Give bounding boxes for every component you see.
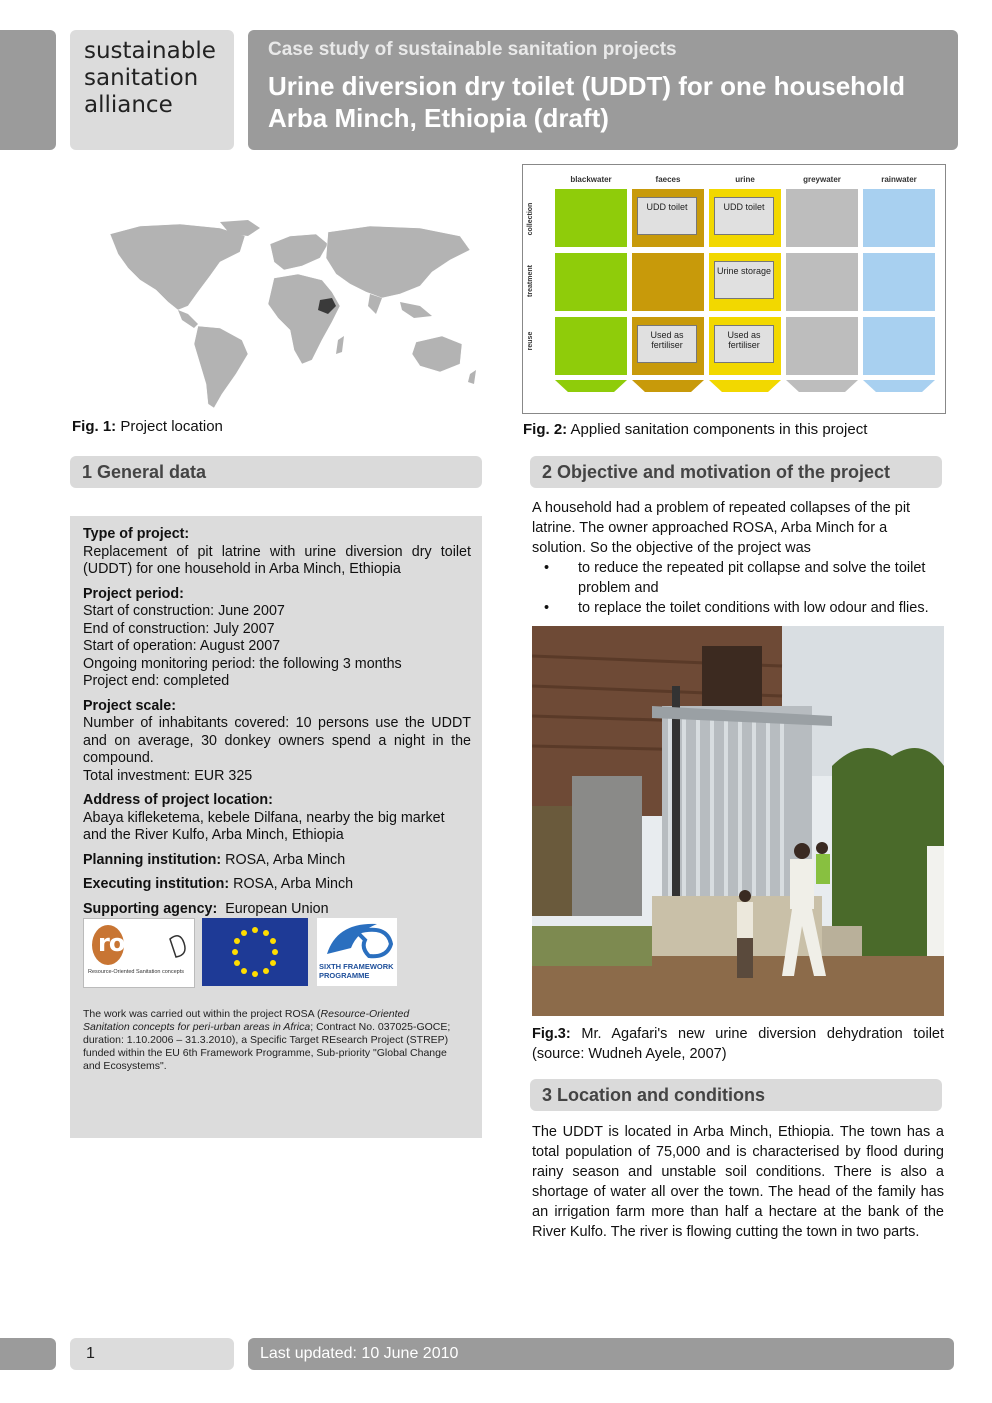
period-line: Project end: completed bbox=[83, 673, 230, 689]
type-label: Type of project: bbox=[83, 526, 190, 542]
arrow-blackwater bbox=[555, 380, 627, 392]
period-line: Ongoing monitoring period: the following 3 months bbox=[83, 655, 402, 672]
fig2-label: Fig. 2: bbox=[523, 421, 568, 438]
arrow-rainwater bbox=[863, 380, 935, 392]
fig1-caption bbox=[72, 418, 223, 435]
supporting-value: European Union bbox=[225, 900, 329, 917]
cell-urine-collection bbox=[709, 189, 781, 247]
arrow-greywater bbox=[786, 380, 858, 392]
rosa-project-note bbox=[83, 1008, 455, 1073]
box-urine-treatment: Urine storage bbox=[714, 261, 774, 299]
cell-faeces-reuse bbox=[632, 317, 704, 375]
row-reuse: reuse bbox=[527, 331, 534, 351]
footer-left-tab bbox=[0, 1338, 56, 1370]
section2-intro: A household had a problem of repeated collapses of the pit latrine. The owner approached ROSA, Arba Minch for a solution. So the objective of the project was bbox=[532, 500, 911, 556]
col-rainwater: rainwater bbox=[881, 175, 917, 184]
header-subtitle: Case study of sustainable sanitation projects bbox=[268, 39, 677, 60]
cell-rainwater-reuse bbox=[863, 317, 935, 375]
uddt-photo bbox=[532, 626, 944, 1016]
note-italic: Resource-Oriented Sanitation concepts for peri-urban areas in Africa bbox=[83, 1008, 410, 1033]
section1-heading: 1 General data bbox=[70, 456, 482, 488]
cell-blackwater-collection bbox=[555, 189, 627, 247]
box-urine-reuse: Used as fertiliser bbox=[714, 325, 774, 363]
fig1-label: Fig. 1: bbox=[72, 418, 117, 435]
fp6-line-2: PROGRAMME bbox=[319, 971, 370, 980]
box-faeces-collection: UDD toilet bbox=[637, 197, 697, 235]
row-collection: collection bbox=[527, 202, 534, 236]
fig3-label: Fig.3: bbox=[532, 1026, 571, 1042]
planning-label: Planning institution: bbox=[83, 851, 222, 868]
title-line-1: Urine diversion dry toilet (UDDT) for one household bbox=[268, 71, 906, 101]
note-part-2: ; Contract No. 037025-GOCE; duration: 1.10.2006 – 31.3.2010), a Specific Target REsearch Project (STREP) funded within the EU 6th Framework Programme, Sub-priority "Global Change and Ecosystems". bbox=[83, 1021, 451, 1072]
partner-logos bbox=[83, 918, 471, 990]
rosa-logo bbox=[83, 918, 195, 988]
period-line: Start of operation: August 2007 bbox=[83, 638, 281, 654]
cell-faeces-collection bbox=[632, 189, 704, 247]
row-treatment: treatment bbox=[527, 265, 534, 297]
world-map bbox=[70, 214, 482, 410]
fig2-text: Applied sanitation components in this project bbox=[570, 421, 868, 438]
page-title bbox=[268, 70, 905, 134]
page-number: 1 bbox=[70, 1338, 234, 1370]
planning-value: ROSA, Arba Minch bbox=[221, 851, 346, 868]
last-updated: Last updated: 10 June 2010 bbox=[248, 1338, 954, 1370]
section2-heading: 2 Objective and motivation of the project bbox=[530, 456, 942, 488]
supporting-label: Supporting agency: bbox=[83, 900, 218, 917]
executing-label: Executing institution: bbox=[83, 876, 230, 892]
logo-line-1: sustainable bbox=[84, 38, 216, 64]
bullet-text: to replace the toilet conditions with low odour and flies. bbox=[578, 600, 929, 616]
fig1-text: Project location bbox=[120, 418, 223, 435]
fp6-logo bbox=[317, 918, 397, 986]
col-faeces: faeces bbox=[655, 175, 681, 184]
scale-label: Project scale: bbox=[83, 697, 176, 714]
cell-urine-reuse bbox=[709, 317, 781, 375]
cell-greywater-collection bbox=[786, 189, 858, 247]
header-left-tab bbox=[0, 30, 56, 150]
alliance-logo bbox=[70, 30, 234, 150]
header-title-block bbox=[248, 30, 958, 150]
col-urine: urine bbox=[735, 175, 755, 184]
cell-greywater-treatment bbox=[786, 253, 858, 311]
arrow-urine bbox=[709, 380, 781, 392]
rosa-logo-text: rosa bbox=[98, 929, 153, 957]
cell-urine-treatment bbox=[709, 253, 781, 311]
list-item bbox=[532, 598, 942, 618]
fig3-text: Mr. Agafari's new urine diversion dehydration toilet (source: Wudneh Ayele, 2007) bbox=[532, 1026, 945, 1062]
cell-blackwater-reuse bbox=[555, 317, 627, 375]
section3-heading: 3 Location and conditions bbox=[530, 1079, 942, 1111]
executing-value: ROSA, Arba Minch bbox=[229, 876, 354, 892]
section2-body bbox=[532, 498, 942, 618]
title-line-2: Arba Minch, Ethiopia (draft) bbox=[268, 103, 609, 133]
box-urine-collection: UDD toilet bbox=[714, 197, 774, 235]
col-greywater: greywater bbox=[803, 175, 841, 184]
general-data-box bbox=[70, 516, 482, 1138]
sanitation-components-matrix bbox=[522, 164, 946, 414]
cell-faeces-treatment bbox=[632, 253, 704, 311]
fp6-line-1: SIXTH FRAMEWORK bbox=[319, 962, 394, 971]
cell-blackwater-treatment bbox=[555, 253, 627, 311]
scale-text: Number of inhabitants covered: 10 persons use the UDDT and on average, 30 donkey owners spend a night in the compound. bbox=[83, 715, 471, 766]
section3-text: The UDDT is located in Arba Minch, Ethiopia. The town has a total population of 75,000 and is characterised by flood during rainy season and unstable soil conditions. There is also a shortage of water all over the town. The head of the family has an irrigation farm more than half a hectare at the bank of the River Kulfo. The river is flowing cutting the town in two parts. bbox=[532, 1124, 944, 1240]
type-text: Replacement of pit latrine with urine diversion dry toilet (UDDT) for one household in Arba Minch, Ethiopia bbox=[83, 543, 471, 577]
bullet-symbol: • bbox=[544, 560, 550, 576]
address-label: Address of project location: bbox=[83, 792, 273, 808]
address-text: Abaya kifleketema, kebele Dilfana, nearby the big market and the River Kulfo, Arba Minch, Ethiopia bbox=[83, 809, 445, 843]
bullet-text: to reduce the repeated pit collapse and solve the toilet problem and bbox=[578, 560, 926, 596]
cell-rainwater-collection bbox=[863, 189, 935, 247]
rosa-logo-subtext: Resource-Oriented Sanitation concepts bbox=[88, 969, 184, 975]
period-label: Project period: bbox=[83, 585, 184, 602]
box-faeces-reuse: Used as fertiliser bbox=[637, 325, 697, 363]
col-blackwater: blackwater bbox=[570, 175, 612, 184]
bullet-symbol: • bbox=[544, 600, 550, 616]
eu-flag-logo bbox=[202, 918, 308, 986]
note-part-1: The work was carried out within the project ROSA ( bbox=[83, 1008, 321, 1020]
fig2-caption bbox=[523, 421, 867, 438]
cell-rainwater-treatment bbox=[863, 253, 935, 311]
period-line: Start of construction: June 2007 bbox=[83, 603, 285, 619]
logo-line-2: sanitation bbox=[84, 65, 199, 91]
list-item bbox=[532, 558, 942, 598]
cell-greywater-reuse bbox=[786, 317, 858, 375]
arrow-faeces bbox=[632, 380, 704, 392]
logo-line-3: alliance bbox=[84, 92, 173, 118]
fig3-caption bbox=[532, 1024, 944, 1064]
investment-text: Total investment: EUR 325 bbox=[83, 767, 253, 784]
period-line: End of construction: July 2007 bbox=[83, 620, 275, 637]
